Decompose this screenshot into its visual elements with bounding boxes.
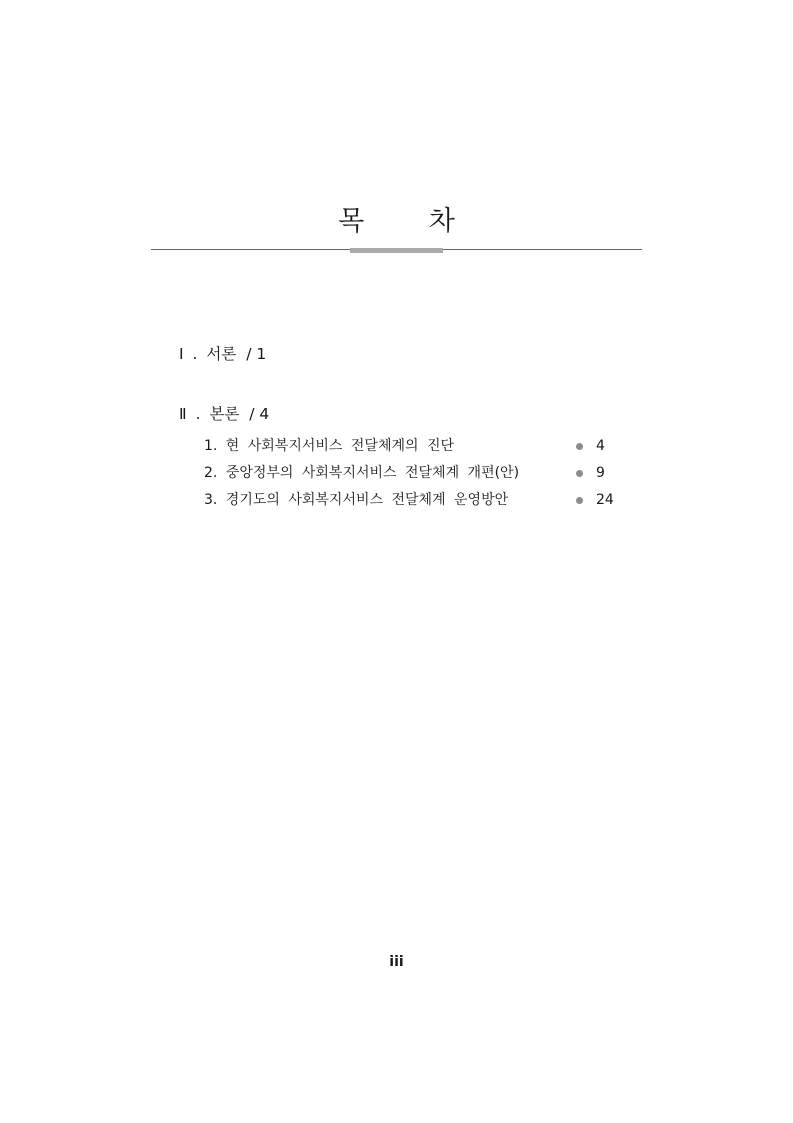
chapter-dot: . <box>192 345 198 363</box>
section-label: 3. 경기도의 사회복지서비스 전달체계 운영방안 <box>204 492 509 508</box>
title-accent-bar <box>350 248 443 253</box>
page-folio: iii <box>389 954 404 970</box>
bullet-dot-icon <box>576 443 583 450</box>
section-label: 1. 현 사회복지서비스 전달체계의 진단 <box>204 438 455 454</box>
chapter-numeral: Ⅰ <box>179 345 184 363</box>
section-label: 2. 중앙정부의 사회복지서비스 전달체계 개편(안) <box>204 465 520 481</box>
chapter-name: 서론 <box>206 345 237 363</box>
chapter-dot: . <box>195 405 201 423</box>
toc-chapter-1[interactable] <box>179 344 266 364</box>
chapter-page-ref: / 1 <box>246 345 267 363</box>
chapter-name: 본론 <box>209 405 240 423</box>
section-page-number: 24 <box>596 492 614 508</box>
toc-section-2-3[interactable] <box>204 490 624 510</box>
section-page-number: 4 <box>596 438 605 454</box>
section-page-number: 9 <box>596 465 605 481</box>
bullet-dot-icon <box>576 497 583 504</box>
chapter-page-ref: / 4 <box>249 405 270 423</box>
toc-section-2-1[interactable] <box>204 436 624 456</box>
toc-section-2-2[interactable] <box>204 463 624 483</box>
toc-chapter-2[interactable] <box>179 404 269 424</box>
toc-title: 목 차 <box>338 206 483 237</box>
chapter-numeral: Ⅱ <box>179 405 187 423</box>
bullet-dot-icon <box>576 470 583 477</box>
